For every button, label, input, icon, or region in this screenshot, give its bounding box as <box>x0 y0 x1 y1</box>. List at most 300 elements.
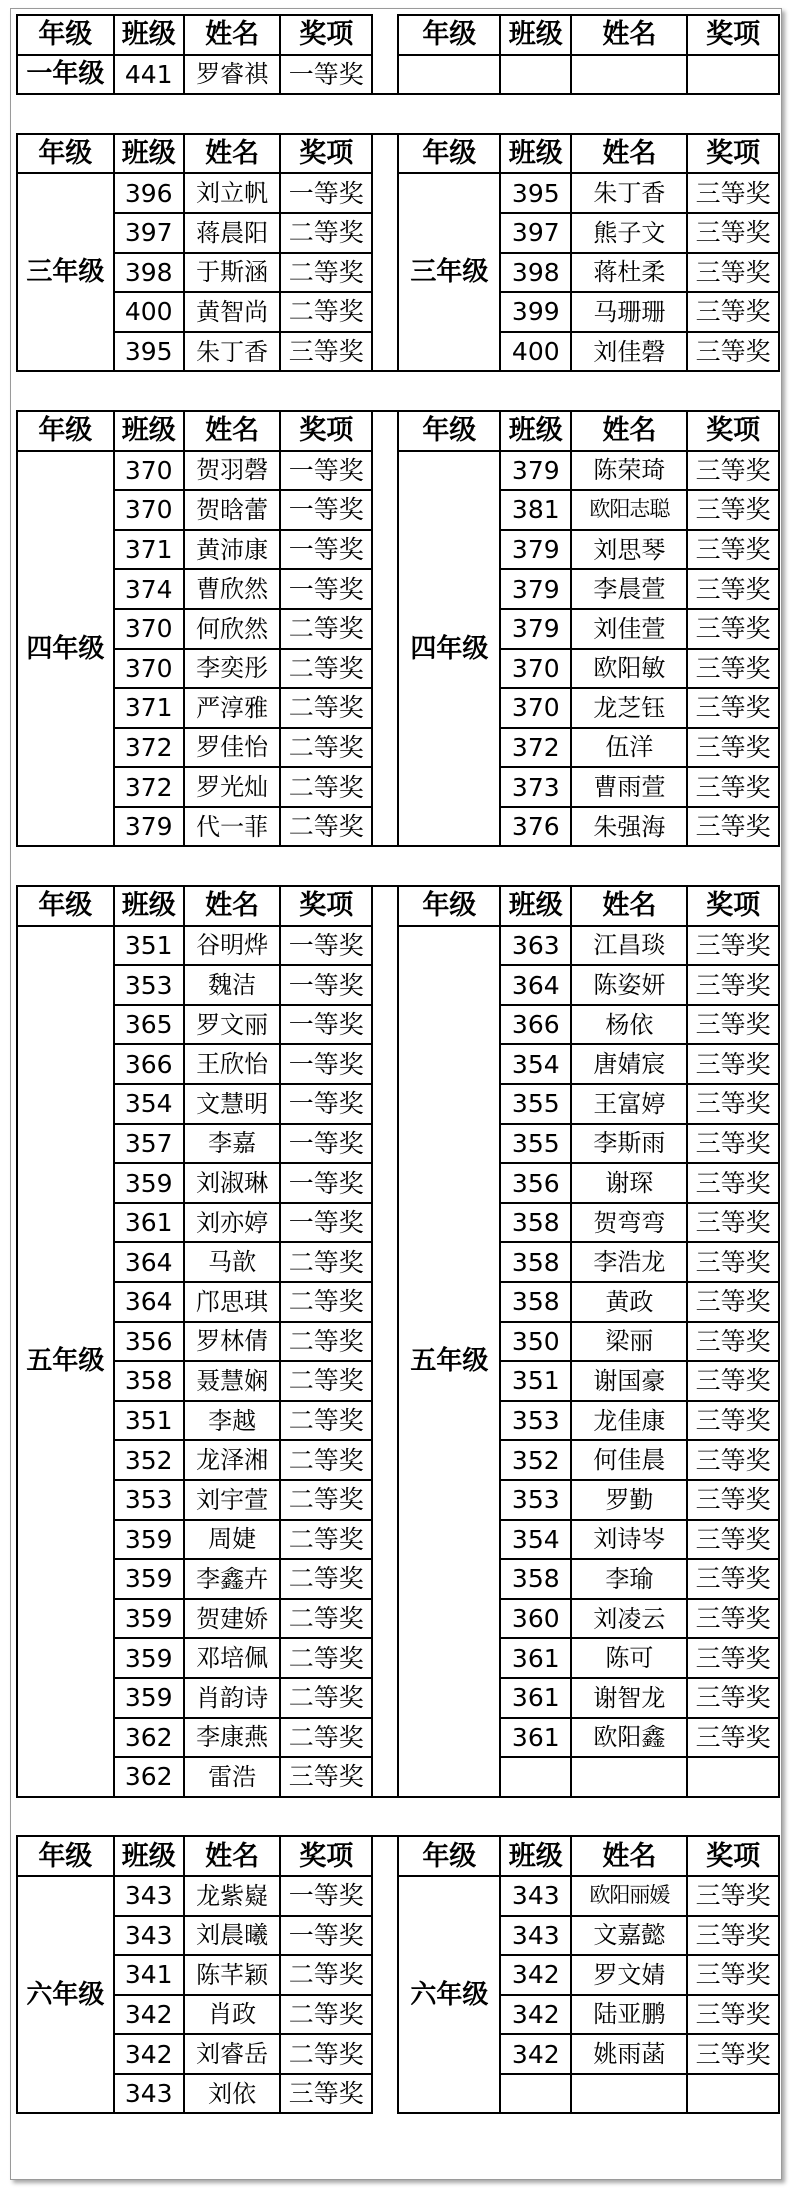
class-cell: 371 <box>114 530 184 570</box>
class-cell: 361 <box>500 1638 571 1678</box>
divider-cell <box>372 292 398 332</box>
column-header: 姓名 <box>184 1836 281 1876</box>
award-cell: 二等奖 <box>280 1955 372 1995</box>
table-row <box>17 965 779 1005</box>
name-cell: 刘睿岳 <box>184 2034 281 2074</box>
name-cell: 龙芝钰 <box>571 688 687 728</box>
column-header: 年级 <box>398 886 500 926</box>
class-cell: 395 <box>500 173 571 213</box>
name-cell: 朱丁香 <box>571 173 687 213</box>
award-cell: 二等奖 <box>280 1480 372 1520</box>
divider-cell <box>372 1282 398 1322</box>
award-cell: 一等奖 <box>280 1163 372 1203</box>
award-cell: 三等奖 <box>687 1995 779 2035</box>
class-cell: 397 <box>114 213 184 253</box>
name-cell: 文慧明 <box>184 1084 281 1124</box>
award-cell: 三等奖 <box>687 530 779 570</box>
name-cell: 李鑫卉 <box>184 1559 281 1599</box>
award-cell: 一等奖 <box>280 1005 372 1045</box>
class-cell: 372 <box>500 728 571 768</box>
table-row <box>17 2074 779 2114</box>
table-row <box>17 1044 779 1084</box>
table-row <box>17 1916 779 1956</box>
column-header: 班级 <box>500 134 571 174</box>
grade-cell: 五年级 <box>17 926 114 1797</box>
award-cell: 二等奖 <box>280 1361 372 1401</box>
class-cell: 358 <box>500 1559 571 1599</box>
class-cell: 365 <box>114 1005 184 1045</box>
spacer-cell <box>17 371 779 411</box>
class-cell: 359 <box>114 1163 184 1203</box>
divider-cell <box>372 728 398 768</box>
table-row <box>17 1480 779 1520</box>
class-cell: 351 <box>500 1361 571 1401</box>
name-cell: 李康燕 <box>184 1718 281 1758</box>
table-row <box>17 253 779 293</box>
divider-cell <box>372 1678 398 1718</box>
header-row <box>17 1836 779 1876</box>
table-row <box>17 1955 779 1995</box>
column-header: 班级 <box>500 886 571 926</box>
divider-cell <box>372 688 398 728</box>
table-row <box>17 1757 779 1797</box>
award-cell: 三等奖 <box>280 1757 372 1797</box>
name-cell: 肖政 <box>184 1995 281 2035</box>
class-cell: 354 <box>500 1044 571 1084</box>
name-cell: 曹雨萱 <box>571 767 687 807</box>
divider-cell <box>372 1044 398 1084</box>
name-cell <box>571 1757 687 1797</box>
award-cell: 二等奖 <box>280 1242 372 1282</box>
section-spacer <box>17 371 779 411</box>
divider-cell <box>372 55 398 95</box>
table-row <box>17 688 779 728</box>
divider-cell <box>372 1401 398 1441</box>
class-cell: 399 <box>500 292 571 332</box>
divider-cell <box>372 609 398 649</box>
table-row <box>17 1361 779 1401</box>
class-cell: 357 <box>114 1124 184 1164</box>
divider-cell <box>372 1559 398 1599</box>
table-row <box>17 807 779 847</box>
class-cell: 372 <box>114 767 184 807</box>
divider-cell <box>372 451 398 491</box>
name-cell <box>571 55 687 95</box>
class-cell <box>500 1757 571 1797</box>
table-row <box>17 1163 779 1203</box>
class-cell: 370 <box>114 451 184 491</box>
divider-cell <box>372 926 398 966</box>
class-cell: 356 <box>114 1322 184 1362</box>
class-cell: 370 <box>114 490 184 530</box>
award-cell: 三等奖 <box>687 1955 779 1995</box>
name-cell: 李浩龙 <box>571 1242 687 1282</box>
name-cell: 刘凌云 <box>571 1599 687 1639</box>
name-cell: 欧阳志聪 <box>571 490 687 530</box>
class-cell: 441 <box>114 55 184 95</box>
name-cell: 陈姿妍 <box>571 965 687 1005</box>
award-cell: 三等奖 <box>687 213 779 253</box>
name-cell: 谢智龙 <box>571 1678 687 1718</box>
divider-cell <box>372 1440 398 1480</box>
award-cell: 三等奖 <box>687 767 779 807</box>
table-row <box>17 1242 779 1282</box>
class-cell: 354 <box>500 1520 571 1560</box>
award-cell: 一等奖 <box>280 1203 372 1243</box>
class-cell: 356 <box>500 1163 571 1203</box>
award-cell: 一等奖 <box>280 1916 372 1956</box>
name-cell: 刘思琴 <box>571 530 687 570</box>
name-cell: 朱强海 <box>571 807 687 847</box>
award-cell: 三等奖 <box>687 1084 779 1124</box>
name-cell: 肖韵诗 <box>184 1678 281 1718</box>
name-cell <box>571 2074 687 2114</box>
divider-cell <box>372 886 398 926</box>
name-cell: 王欣怡 <box>184 1044 281 1084</box>
column-header: 奖项 <box>280 1836 372 1876</box>
column-header: 年级 <box>398 134 500 174</box>
class-cell: 359 <box>114 1678 184 1718</box>
award-cell: 三等奖 <box>687 1718 779 1758</box>
award-cell: 三等奖 <box>687 1322 779 1362</box>
award-cell: 三等奖 <box>687 1242 779 1282</box>
column-header: 姓名 <box>184 15 281 55</box>
column-header: 年级 <box>398 411 500 451</box>
divider-cell <box>372 1520 398 1560</box>
class-cell: 352 <box>500 1440 571 1480</box>
table-row <box>17 173 779 213</box>
class-cell: 379 <box>500 451 571 491</box>
name-cell: 黄政 <box>571 1282 687 1322</box>
divider-cell <box>372 1322 398 1362</box>
name-cell: 刘立帆 <box>184 173 281 213</box>
class-cell: 361 <box>500 1678 571 1718</box>
divider-cell <box>372 1242 398 1282</box>
grade-cell <box>398 55 500 95</box>
grade-cell: 五年级 <box>398 926 500 1797</box>
divider-cell <box>372 1480 398 1520</box>
column-header: 姓名 <box>184 886 281 926</box>
table-row <box>17 1876 779 1916</box>
divider-cell <box>372 332 398 372</box>
award-cell: 三等奖 <box>687 1044 779 1084</box>
column-header: 年级 <box>17 134 114 174</box>
divider-cell <box>372 1836 398 1876</box>
table-row <box>17 2034 779 2074</box>
divider-cell <box>372 411 398 451</box>
class-cell: 343 <box>114 2074 184 2114</box>
name-cell: 罗光灿 <box>184 767 281 807</box>
class-cell: 379 <box>500 530 571 570</box>
class-cell: 354 <box>114 1084 184 1124</box>
award-cell: 三等奖 <box>687 1876 779 1916</box>
table-row <box>17 1084 779 1124</box>
award-cell: 一等奖 <box>280 926 372 966</box>
divider-cell <box>372 649 398 689</box>
section-spacer <box>17 1797 779 1837</box>
name-cell: 于斯涵 <box>184 253 281 293</box>
class-cell: 353 <box>114 965 184 1005</box>
award-cell: 二等奖 <box>280 1520 372 1560</box>
award-cell: 三等奖 <box>687 609 779 649</box>
table-row <box>17 1322 779 1362</box>
award-cell: 一等奖 <box>280 569 372 609</box>
table-row <box>17 1718 779 1758</box>
column-header: 姓名 <box>571 411 687 451</box>
class-cell: 395 <box>114 332 184 372</box>
award-cell: 二等奖 <box>280 1401 372 1441</box>
spacer-cell <box>17 94 779 134</box>
name-cell: 杨依 <box>571 1005 687 1045</box>
divider-cell <box>372 1916 398 1956</box>
name-cell: 蒋晨阳 <box>184 213 281 253</box>
class-cell: 362 <box>114 1757 184 1797</box>
name-cell: 刘亦婷 <box>184 1203 281 1243</box>
class-cell: 358 <box>500 1203 571 1243</box>
name-cell: 龙紫嶷 <box>184 1876 281 1916</box>
header-row <box>17 134 779 174</box>
award-cell <box>687 55 779 95</box>
award-cell: 三等奖 <box>687 1520 779 1560</box>
divider-cell <box>372 1757 398 1797</box>
award-cell: 二等奖 <box>280 767 372 807</box>
award-cell: 三等奖 <box>280 332 372 372</box>
name-cell: 邓培佩 <box>184 1638 281 1678</box>
name-cell: 贺弯弯 <box>571 1203 687 1243</box>
name-cell: 罗文婧 <box>571 1955 687 1995</box>
table-row <box>17 1440 779 1480</box>
award-cell <box>687 1757 779 1797</box>
awards-table <box>16 14 780 2114</box>
award-cell <box>687 2074 779 2114</box>
column-header: 姓名 <box>571 15 687 55</box>
award-cell: 三等奖 <box>687 1203 779 1243</box>
award-cell: 三等奖 <box>687 1163 779 1203</box>
class-cell: 398 <box>500 253 571 293</box>
name-cell: 黄沛康 <box>184 530 281 570</box>
award-cell: 二等奖 <box>280 1559 372 1599</box>
class-cell: 359 <box>114 1599 184 1639</box>
award-cell: 三等奖 <box>687 926 779 966</box>
class-cell <box>500 55 571 95</box>
divider-cell <box>372 2074 398 2114</box>
class-cell: 381 <box>500 490 571 530</box>
divider-cell <box>372 1995 398 2035</box>
divider-cell <box>372 15 398 55</box>
name-cell: 唐婧宸 <box>571 1044 687 1084</box>
divider-cell <box>372 1361 398 1401</box>
name-cell: 李越 <box>184 1401 281 1441</box>
table-row <box>17 1005 779 1045</box>
name-cell: 李瑜 <box>571 1559 687 1599</box>
name-cell: 周婕 <box>184 1520 281 1560</box>
name-cell: 文嘉懿 <box>571 1916 687 1956</box>
class-cell: 374 <box>114 569 184 609</box>
class-cell: 359 <box>114 1520 184 1560</box>
name-cell: 李斯雨 <box>571 1124 687 1164</box>
class-cell: 364 <box>114 1282 184 1322</box>
award-cell: 三等奖 <box>687 569 779 609</box>
name-cell: 蒋杜柔 <box>571 253 687 293</box>
name-cell: 龙泽湘 <box>184 1440 281 1480</box>
award-cell: 三等奖 <box>687 1361 779 1401</box>
name-cell: 刘淑琳 <box>184 1163 281 1203</box>
award-cell: 二等奖 <box>280 1322 372 1362</box>
award-cell: 一等奖 <box>280 965 372 1005</box>
divider-cell <box>372 1638 398 1678</box>
table-row <box>17 451 779 491</box>
award-cell: 三等奖 <box>687 1480 779 1520</box>
table-row <box>17 1203 779 1243</box>
award-cell: 三等奖 <box>687 807 779 847</box>
class-cell: 355 <box>500 1124 571 1164</box>
name-cell: 李奕彤 <box>184 649 281 689</box>
award-cell: 三等奖 <box>687 292 779 332</box>
award-cell: 三等奖 <box>687 1916 779 1956</box>
award-cell: 一等奖 <box>280 173 372 213</box>
name-cell: 姚雨菡 <box>571 2034 687 2074</box>
award-cell: 一等奖 <box>280 1876 372 1916</box>
award-cell: 三等奖 <box>687 253 779 293</box>
table-row <box>17 926 779 966</box>
column-header: 班级 <box>114 134 184 174</box>
column-header: 姓名 <box>184 411 281 451</box>
name-cell: 刘佳磬 <box>571 332 687 372</box>
award-cell: 三等奖 <box>687 173 779 213</box>
column-header: 班级 <box>114 1836 184 1876</box>
award-cell: 二等奖 <box>280 1440 372 1480</box>
class-cell: 353 <box>114 1480 184 1520</box>
table-row <box>17 490 779 530</box>
class-cell: 358 <box>114 1361 184 1401</box>
table-row <box>17 1599 779 1639</box>
table-row <box>17 609 779 649</box>
column-header: 姓名 <box>184 134 281 174</box>
award-cell: 二等奖 <box>280 728 372 768</box>
class-cell: 341 <box>114 1955 184 1995</box>
class-cell: 353 <box>500 1480 571 1520</box>
award-cell: 二等奖 <box>280 1995 372 2035</box>
name-cell: 龙佳康 <box>571 1401 687 1441</box>
award-cell: 三等奖 <box>687 1005 779 1045</box>
name-cell: 陈芊颖 <box>184 1955 281 1995</box>
divider-cell <box>372 965 398 1005</box>
name-cell: 伍洋 <box>571 728 687 768</box>
table-row <box>17 1678 779 1718</box>
name-cell: 黄智尚 <box>184 292 281 332</box>
class-cell: 343 <box>114 1916 184 1956</box>
divider-cell <box>372 173 398 213</box>
column-header: 班级 <box>500 15 571 55</box>
name-cell: 何欣然 <box>184 609 281 649</box>
award-cell: 一等奖 <box>280 451 372 491</box>
name-cell: 贺羽磬 <box>184 451 281 491</box>
divider-cell <box>372 1955 398 1995</box>
award-cell: 三等奖 <box>687 649 779 689</box>
column-header: 奖项 <box>280 134 372 174</box>
award-cell: 二等奖 <box>280 253 372 293</box>
award-cell: 一等奖 <box>280 1044 372 1084</box>
name-cell: 魏洁 <box>184 965 281 1005</box>
grade-cell: 四年级 <box>398 451 500 847</box>
name-cell: 罗勤 <box>571 1480 687 1520</box>
name-cell: 贺晗蕾 <box>184 490 281 530</box>
name-cell: 刘佳萱 <box>571 609 687 649</box>
divider-cell <box>372 2034 398 2074</box>
class-cell: 343 <box>500 1876 571 1916</box>
class-cell: 366 <box>114 1044 184 1084</box>
name-cell: 欧阳鑫 <box>571 1718 687 1758</box>
class-cell: 379 <box>500 569 571 609</box>
class-cell: 372 <box>114 728 184 768</box>
award-cell: 二等奖 <box>280 649 372 689</box>
name-cell: 熊子文 <box>571 213 687 253</box>
class-cell: 376 <box>500 807 571 847</box>
divider-cell <box>372 1124 398 1164</box>
column-header: 奖项 <box>687 134 779 174</box>
grade-cell: 三年级 <box>17 173 114 371</box>
grade-cell: 六年级 <box>398 1876 500 2114</box>
spacer-cell <box>17 1797 779 1837</box>
column-header: 奖项 <box>280 411 372 451</box>
class-cell: 396 <box>114 173 184 213</box>
class-cell: 355 <box>500 1084 571 1124</box>
column-header: 姓名 <box>571 1836 687 1876</box>
divider-cell <box>372 1599 398 1639</box>
table-row <box>17 569 779 609</box>
award-cell: 三等奖 <box>687 1440 779 1480</box>
column-header: 奖项 <box>687 1836 779 1876</box>
column-header: 年级 <box>398 1836 500 1876</box>
name-cell: 王富婷 <box>571 1084 687 1124</box>
award-cell: 三等奖 <box>687 332 779 372</box>
name-cell: 刘晨曦 <box>184 1916 281 1956</box>
column-header: 奖项 <box>280 886 372 926</box>
award-cell: 二等奖 <box>280 807 372 847</box>
name-cell: 马歆 <box>184 1242 281 1282</box>
name-cell: 陈荣琦 <box>571 451 687 491</box>
class-cell: 362 <box>114 1718 184 1758</box>
award-cell: 二等奖 <box>280 1599 372 1639</box>
column-header: 班级 <box>114 411 184 451</box>
column-header: 奖项 <box>280 15 372 55</box>
name-cell: 贺建娇 <box>184 1599 281 1639</box>
table-row <box>17 767 779 807</box>
divider-cell <box>372 490 398 530</box>
table-row <box>17 332 779 372</box>
name-cell: 罗佳怡 <box>184 728 281 768</box>
name-cell: 邝思琪 <box>184 1282 281 1322</box>
column-header: 年级 <box>398 15 500 55</box>
name-cell: 刘诗岑 <box>571 1520 687 1560</box>
class-cell: 342 <box>500 2034 571 2074</box>
name-cell: 罗林倩 <box>184 1322 281 1362</box>
award-cell: 二等奖 <box>280 609 372 649</box>
award-cell: 二等奖 <box>280 1678 372 1718</box>
class-cell: 400 <box>114 292 184 332</box>
name-cell: 陈可 <box>571 1638 687 1678</box>
column-header: 年级 <box>17 411 114 451</box>
spacer-cell <box>17 846 779 886</box>
class-cell: 397 <box>500 213 571 253</box>
table-row <box>17 1520 779 1560</box>
table-row <box>17 213 779 253</box>
award-cell: 一等奖 <box>280 1084 372 1124</box>
award-cell: 二等奖 <box>280 292 372 332</box>
class-cell: 400 <box>500 332 571 372</box>
award-cell: 二等奖 <box>280 2034 372 2074</box>
award-cell: 三等奖 <box>687 1559 779 1599</box>
